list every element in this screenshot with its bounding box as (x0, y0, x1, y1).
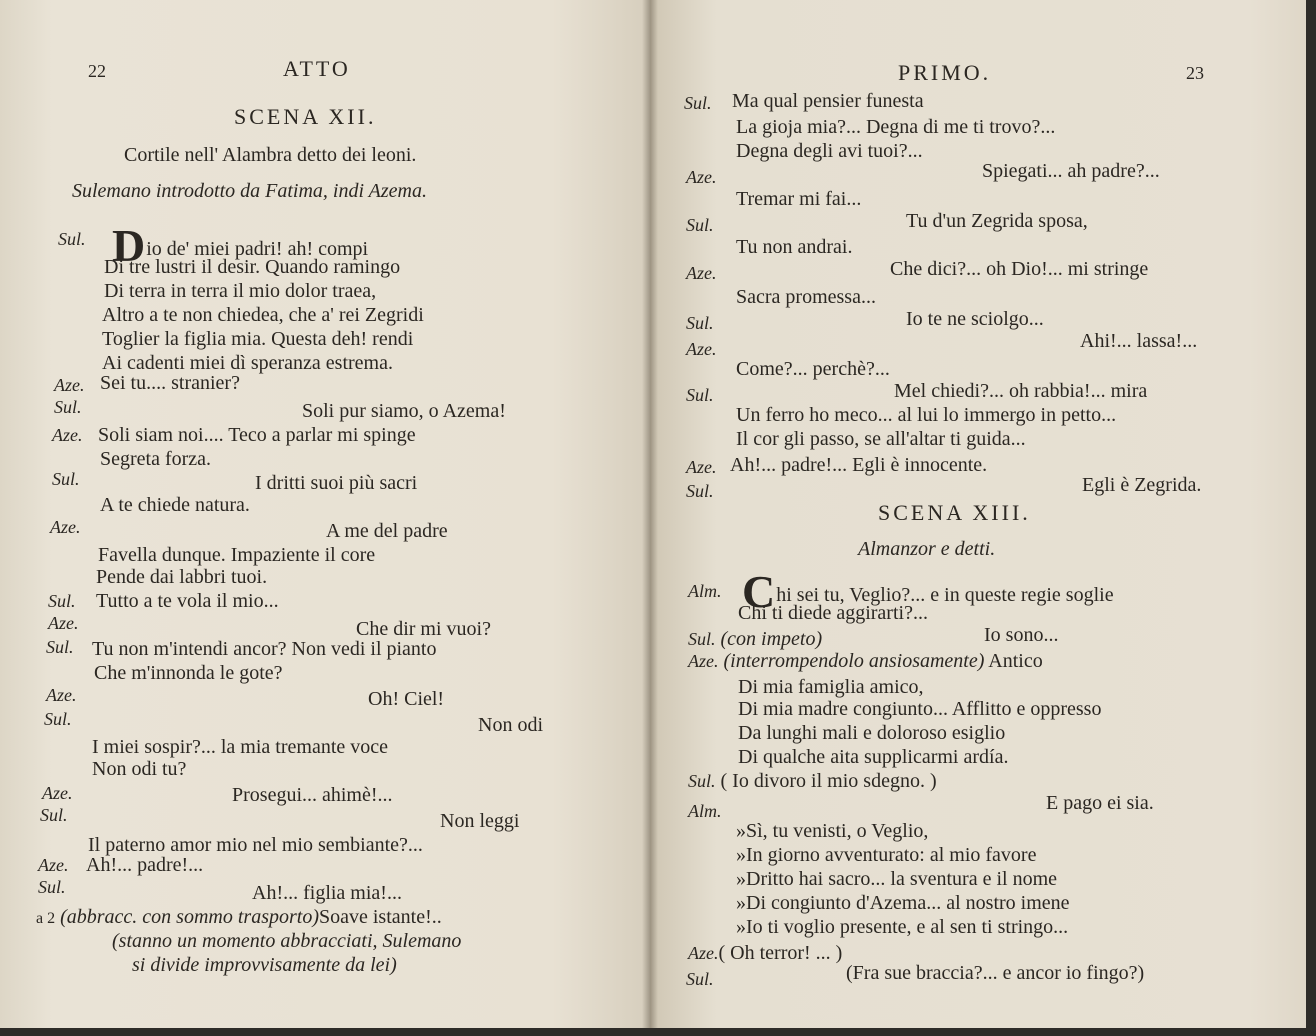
speaker-label: a 2 (36, 910, 56, 927)
dialogue-line: Ai cadenti miei dì speranza estrema. (102, 352, 393, 374)
dialogue-line: Mel chiedi?... oh rabbia!... mira (894, 380, 1148, 402)
speaker-label: Sul. (46, 637, 74, 657)
dialogue-line: Chi ti diede aggirarti?... (738, 602, 928, 624)
speaker-label: Sul. (58, 229, 86, 249)
dialogue-line: Oh! Ciel! (368, 688, 445, 710)
dialogue-line (688, 628, 822, 650)
dialogue-line: a 2 (abbracc. con sommo trasporto)Soave istante!.. (36, 906, 442, 928)
speaker-label: Aze. (686, 263, 717, 283)
speaker-label: Aze. (50, 517, 81, 537)
speaker-label: Aze. (52, 425, 83, 445)
dialogue-line: Tutto a te vola il mio... (96, 590, 279, 612)
speaker-label: Aze. (42, 783, 73, 803)
dialogue-line: A te chiede natura. (100, 494, 250, 516)
dialogue-line: Pende dai labbri tuoi. (96, 566, 268, 588)
dialogue-line: Di mia famiglia amico, (738, 676, 924, 698)
speaker-label: Sul. (686, 313, 714, 333)
speaker-label: Sul. (686, 969, 714, 989)
drop-cap: C (742, 566, 776, 617)
dialogue-line: I miei sospir?... la mia tremante voce (92, 736, 389, 758)
speaker-label: Sul. (688, 629, 716, 649)
dialogue-line: Il cor gli passo, se all'altar ti guida... (736, 428, 1026, 450)
stage-direction: (con impeto) (720, 628, 823, 650)
speaker-label: Aze. (686, 457, 717, 477)
dialogue-line: Toglier la figlia mia. Questa deh! rendi (102, 328, 414, 350)
dialogue-line: Come?... perchè?... (736, 358, 890, 380)
dialogue-line: Soli pur siamo, o Azema! (302, 400, 506, 422)
dialogue-line: A me del padre (326, 520, 448, 542)
dialogue-line: (Fra sue braccia?... e ancor io fingo?) (846, 962, 1145, 984)
dialogue-line: Tremar mi fai... (736, 188, 862, 210)
dialogue-line: Favella dunque. Impaziente il core (98, 544, 376, 566)
dialogue-line: Di mia madre congiunto... Afflitto e oppresso (738, 698, 1102, 720)
right-page (650, 0, 1316, 1036)
dialogue-line: Un ferro ho meco... al lui lo immergo in petto... (736, 404, 1117, 426)
dialogue-line: Di qualche aita supplicarmi ardía. (738, 746, 1009, 768)
scene-setting: Cortile nell' Alambra detto dei leoni. (124, 144, 417, 166)
dialogue-line: Dio de' miei padri! ah! compi (112, 220, 369, 271)
page-edge-right (1306, 0, 1316, 1036)
stage-direction: (stanno un momento abbracciati, Sulemano (112, 930, 462, 952)
dialogue-line: Ah!... padre!... (86, 854, 204, 876)
dialogue-line: »Dritto hai sacro... la sventura e il nome (736, 868, 1058, 890)
dialogue-line: Egli è Zegrida. (1082, 474, 1202, 496)
speaker-label: Sul. (52, 469, 80, 489)
dialogue-line: Ma qual pensier funesta (732, 90, 924, 112)
dialogue-line: Soli siam noi.... Teco a parlar mi spinge (98, 424, 416, 446)
speaker-label: Alm. (688, 581, 722, 601)
dialogue-line: Di tre lustri il desir. Quando ramingo (104, 256, 401, 278)
dialogue-line: Sacra promessa... (736, 286, 876, 308)
speaker-label: Sul. (38, 877, 66, 897)
dialogue-line: Tu non andrai. (736, 236, 853, 258)
speaker-label: Aze. (688, 651, 719, 671)
dialogue-line: Io te ne sciolgo... (906, 308, 1044, 330)
dialogue-line: Io sono... (984, 624, 1059, 646)
book-gutter (642, 0, 658, 1036)
drop-cap: D (112, 220, 146, 271)
speaker-label: Aze. (688, 943, 719, 963)
dialogue-line: Ahi!... lassa!... (1080, 330, 1198, 352)
stage-direction: (interrompendolo ansiosamente) (723, 650, 985, 672)
dialogue-line: »In giorno avventurato: al mio favore (736, 844, 1037, 866)
dialogue-line: Sei tu.... stranier? (100, 372, 240, 394)
dialogue-line: I dritti suoi più sacri (255, 472, 418, 494)
dialogue-line: Prosegui... ahimè!... (232, 784, 393, 806)
speaker-label: Sul. (48, 591, 76, 611)
dialogue-line: Spiegati... ah padre?... (982, 160, 1160, 182)
left-page (0, 0, 650, 1036)
dialogue-line: Aze.( Oh terror! ... ) (688, 942, 843, 964)
speaker-label: Sul. (44, 709, 72, 729)
dialogue-line: Di terra in terra il mio dolor traea, (104, 280, 377, 302)
dialogue-line: Altro a te non chiedea, che a' rei Zegridi (102, 304, 424, 326)
scene-title: SCENA XIII. (878, 500, 1031, 525)
speaker-label: Sul. (54, 397, 82, 417)
dialogue-line: Non odi tu? (92, 758, 187, 780)
dialogue-line: Aze. (interrompendolo ansiosamente) Antico (688, 650, 1043, 672)
speaker-label: Sul. (684, 93, 712, 113)
dialogue-line: Che m'innonda le gote? (94, 662, 283, 684)
speaker-label: Aze. (38, 855, 69, 875)
speaker-label: Aze. (48, 613, 79, 633)
scene-title: SCENA XII. (234, 104, 377, 129)
page-number: 22 (88, 61, 106, 81)
dialogue-line: Tu non m'intendi ancor? Non vedi il pianto (92, 638, 437, 660)
speaker-label: Sul. (688, 771, 716, 791)
running-head: PRIMO. (898, 60, 992, 85)
speaker-label: Alm. (688, 801, 722, 821)
dialogue-line: Ah!... figlia mia!... (252, 882, 402, 904)
speaker-label: Aze. (686, 339, 717, 359)
dialogue-line: Non odi (478, 714, 543, 736)
running-head: ATTO (283, 56, 351, 81)
stage-direction: si divide improvvisamente da lei) (132, 954, 397, 976)
speaker-label: Sul. (686, 215, 714, 235)
speaker-label: Aze. (54, 375, 85, 395)
dialogue-line: »Di congiunto d'Azema... al nostro imene (736, 892, 1070, 914)
dialogue-line: »Io ti voglio presente, e al sen ti stringo... (736, 916, 1069, 938)
scene-entrance: Sulemano introdotto da Fatima, indi Azema. (72, 180, 427, 202)
dialogue-line: Degna degli avi tuoi?... (736, 140, 923, 162)
page-number: 23 (1186, 63, 1204, 83)
dialogue-line: Ah!... padre!... Egli è innocente. (730, 454, 988, 476)
speaker-label: Aze. (46, 685, 77, 705)
speaker-label: Aze. (686, 167, 717, 187)
dialogue-line: Che dir mi vuoi? (356, 618, 491, 640)
speaker-label: Sul. (686, 481, 714, 501)
dialogue-line: Il paterno amor mio nel mio sembiante?... (88, 834, 423, 856)
dialogue-line: Tu d'un Zegrida sposa, (906, 210, 1088, 232)
speaker-label: Sul. (40, 805, 68, 825)
dialogue-line: E pago ei sia. (1046, 792, 1154, 814)
dialogue-line: Segreta forza. (100, 448, 212, 470)
scene-entrance: Almanzor e detti. (858, 538, 996, 560)
dialogue-line: Non leggi (440, 810, 520, 832)
stage-direction: (abbracc. con sommo trasporto) (60, 906, 319, 928)
dialogue-line: La gioja mia?... Degna di me ti trovo?... (736, 116, 1056, 138)
dialogue-line: »Sì, tu venisti, o Veglio, (736, 820, 929, 842)
dialogue-line: Da lunghi mali e doloroso esiglio (738, 722, 1006, 744)
page-edge-bottom (0, 1028, 1316, 1036)
dialogue-line: Sul. ( Io divoro il mio sdegno. ) (688, 770, 937, 792)
dialogue-line: Che dici?... oh Dio!... mi stringe (890, 258, 1149, 280)
dialogue-line: Chi sei tu, Veglio?... e in queste regie soglie (742, 566, 1114, 617)
speaker-label: Sul. (686, 385, 714, 405)
